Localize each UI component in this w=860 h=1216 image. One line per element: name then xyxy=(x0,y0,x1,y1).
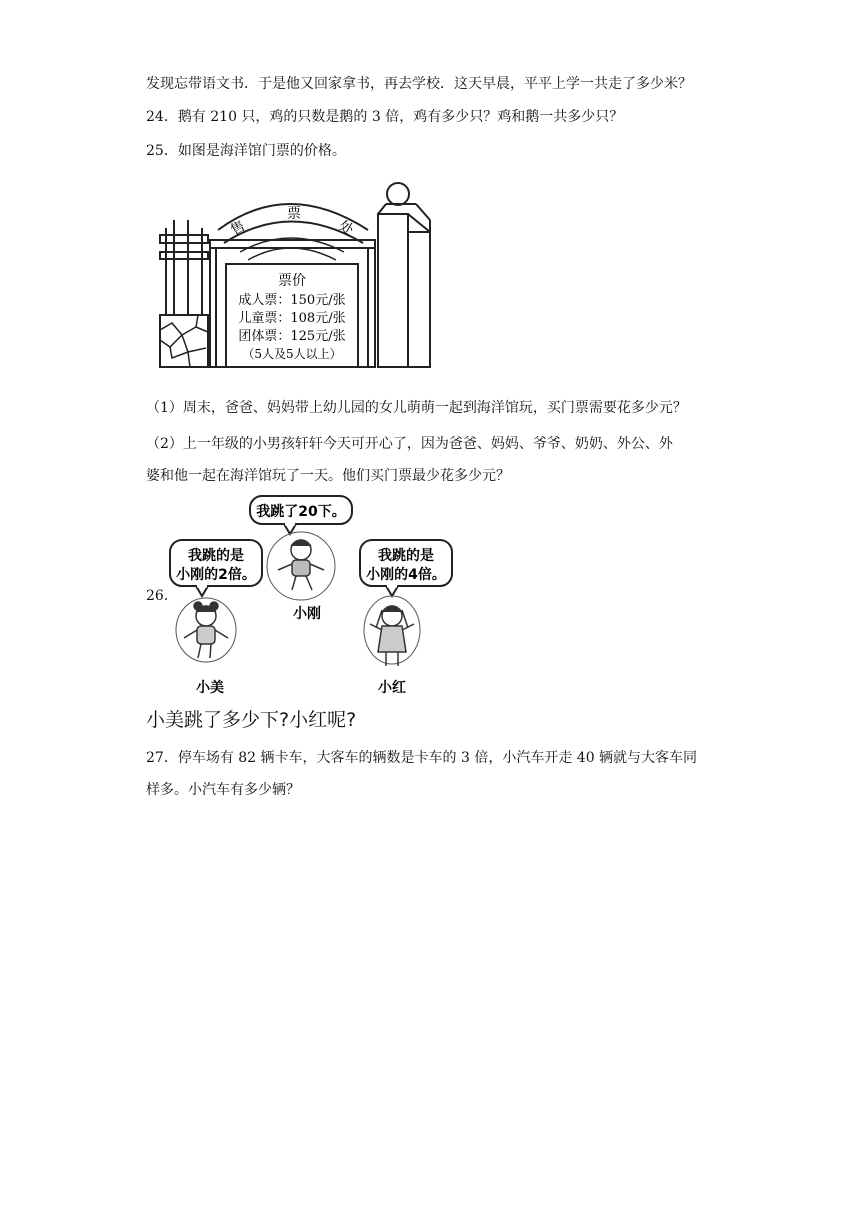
q27-line2: 样多。小汽车有多少辆？ xyxy=(146,782,300,798)
hong-figure xyxy=(364,596,420,666)
price-row-child: 儿童票：108元/张 xyxy=(238,311,346,326)
name-gang: 小刚 xyxy=(293,606,321,622)
arch-char-1: 售 xyxy=(227,218,249,239)
q26-question: 小美跳了多少下?小红呢? xyxy=(146,709,357,731)
q25-text: 25．如图是海洋馆门票的价格。 xyxy=(146,143,346,159)
jump-rope-illustration xyxy=(166,492,466,700)
ticket-office-illustration xyxy=(158,180,436,370)
mei-bubble-text-2: 小刚的2倍。 xyxy=(176,567,256,583)
q27-line1: 27．停车场有 82 辆卡车，大客车的辆数是卡车的 3 倍，小汽车开走 40 辆就与大客车同 xyxy=(146,750,698,766)
price-row-group: 团体票：125元/张 xyxy=(238,329,346,344)
mei-bubble-text-1: 我跳的是 xyxy=(188,548,244,564)
name-hong: 小红 xyxy=(378,680,406,696)
name-mei: 小美 xyxy=(196,680,224,696)
hong-bubble-text-2: 小刚的4倍。 xyxy=(366,567,446,583)
price-row-group-note: （5人及5人以上） xyxy=(242,347,342,361)
hong-bubble-text-1: 我跳的是 xyxy=(378,548,434,564)
arch-char-3: 处 xyxy=(335,218,357,239)
q25-sub1: （1）周末，爸爸、妈妈带上幼儿园的女儿萌萌一起到海洋馆玩，买门票需要花多少元？ xyxy=(146,400,687,416)
q25-sub2-line1: （2）上一年级的小男孩轩轩今天可开心了，因为爸爸、妈妈、爷爷、奶奶、外公、外 xyxy=(146,436,673,452)
price-row-adult: 成人票：150元/张 xyxy=(238,293,346,308)
q23-text-tail: 发现忘带语文书．于是他又回家拿书，再去学校．这天早晨，平平上学一共走了多少米？ xyxy=(146,76,692,92)
mei-figure xyxy=(176,598,236,662)
q25-sub2-line2: 婆和他一起在海洋馆玩了一天。他们买门票最少花多少元？ xyxy=(146,468,510,484)
arch-char-2: 票 xyxy=(287,206,301,222)
gang-figure xyxy=(267,532,335,600)
q26-number: 26． xyxy=(146,588,178,604)
q24-text: 24．鹅有 210 只，鸡的只数是鹅的 3 倍，鸡有多少只？鸡和鹅一共多少只？ xyxy=(146,109,624,125)
price-board-title: 票价 xyxy=(278,273,306,289)
gang-bubble-text: 我跳了20下。 xyxy=(256,504,346,520)
